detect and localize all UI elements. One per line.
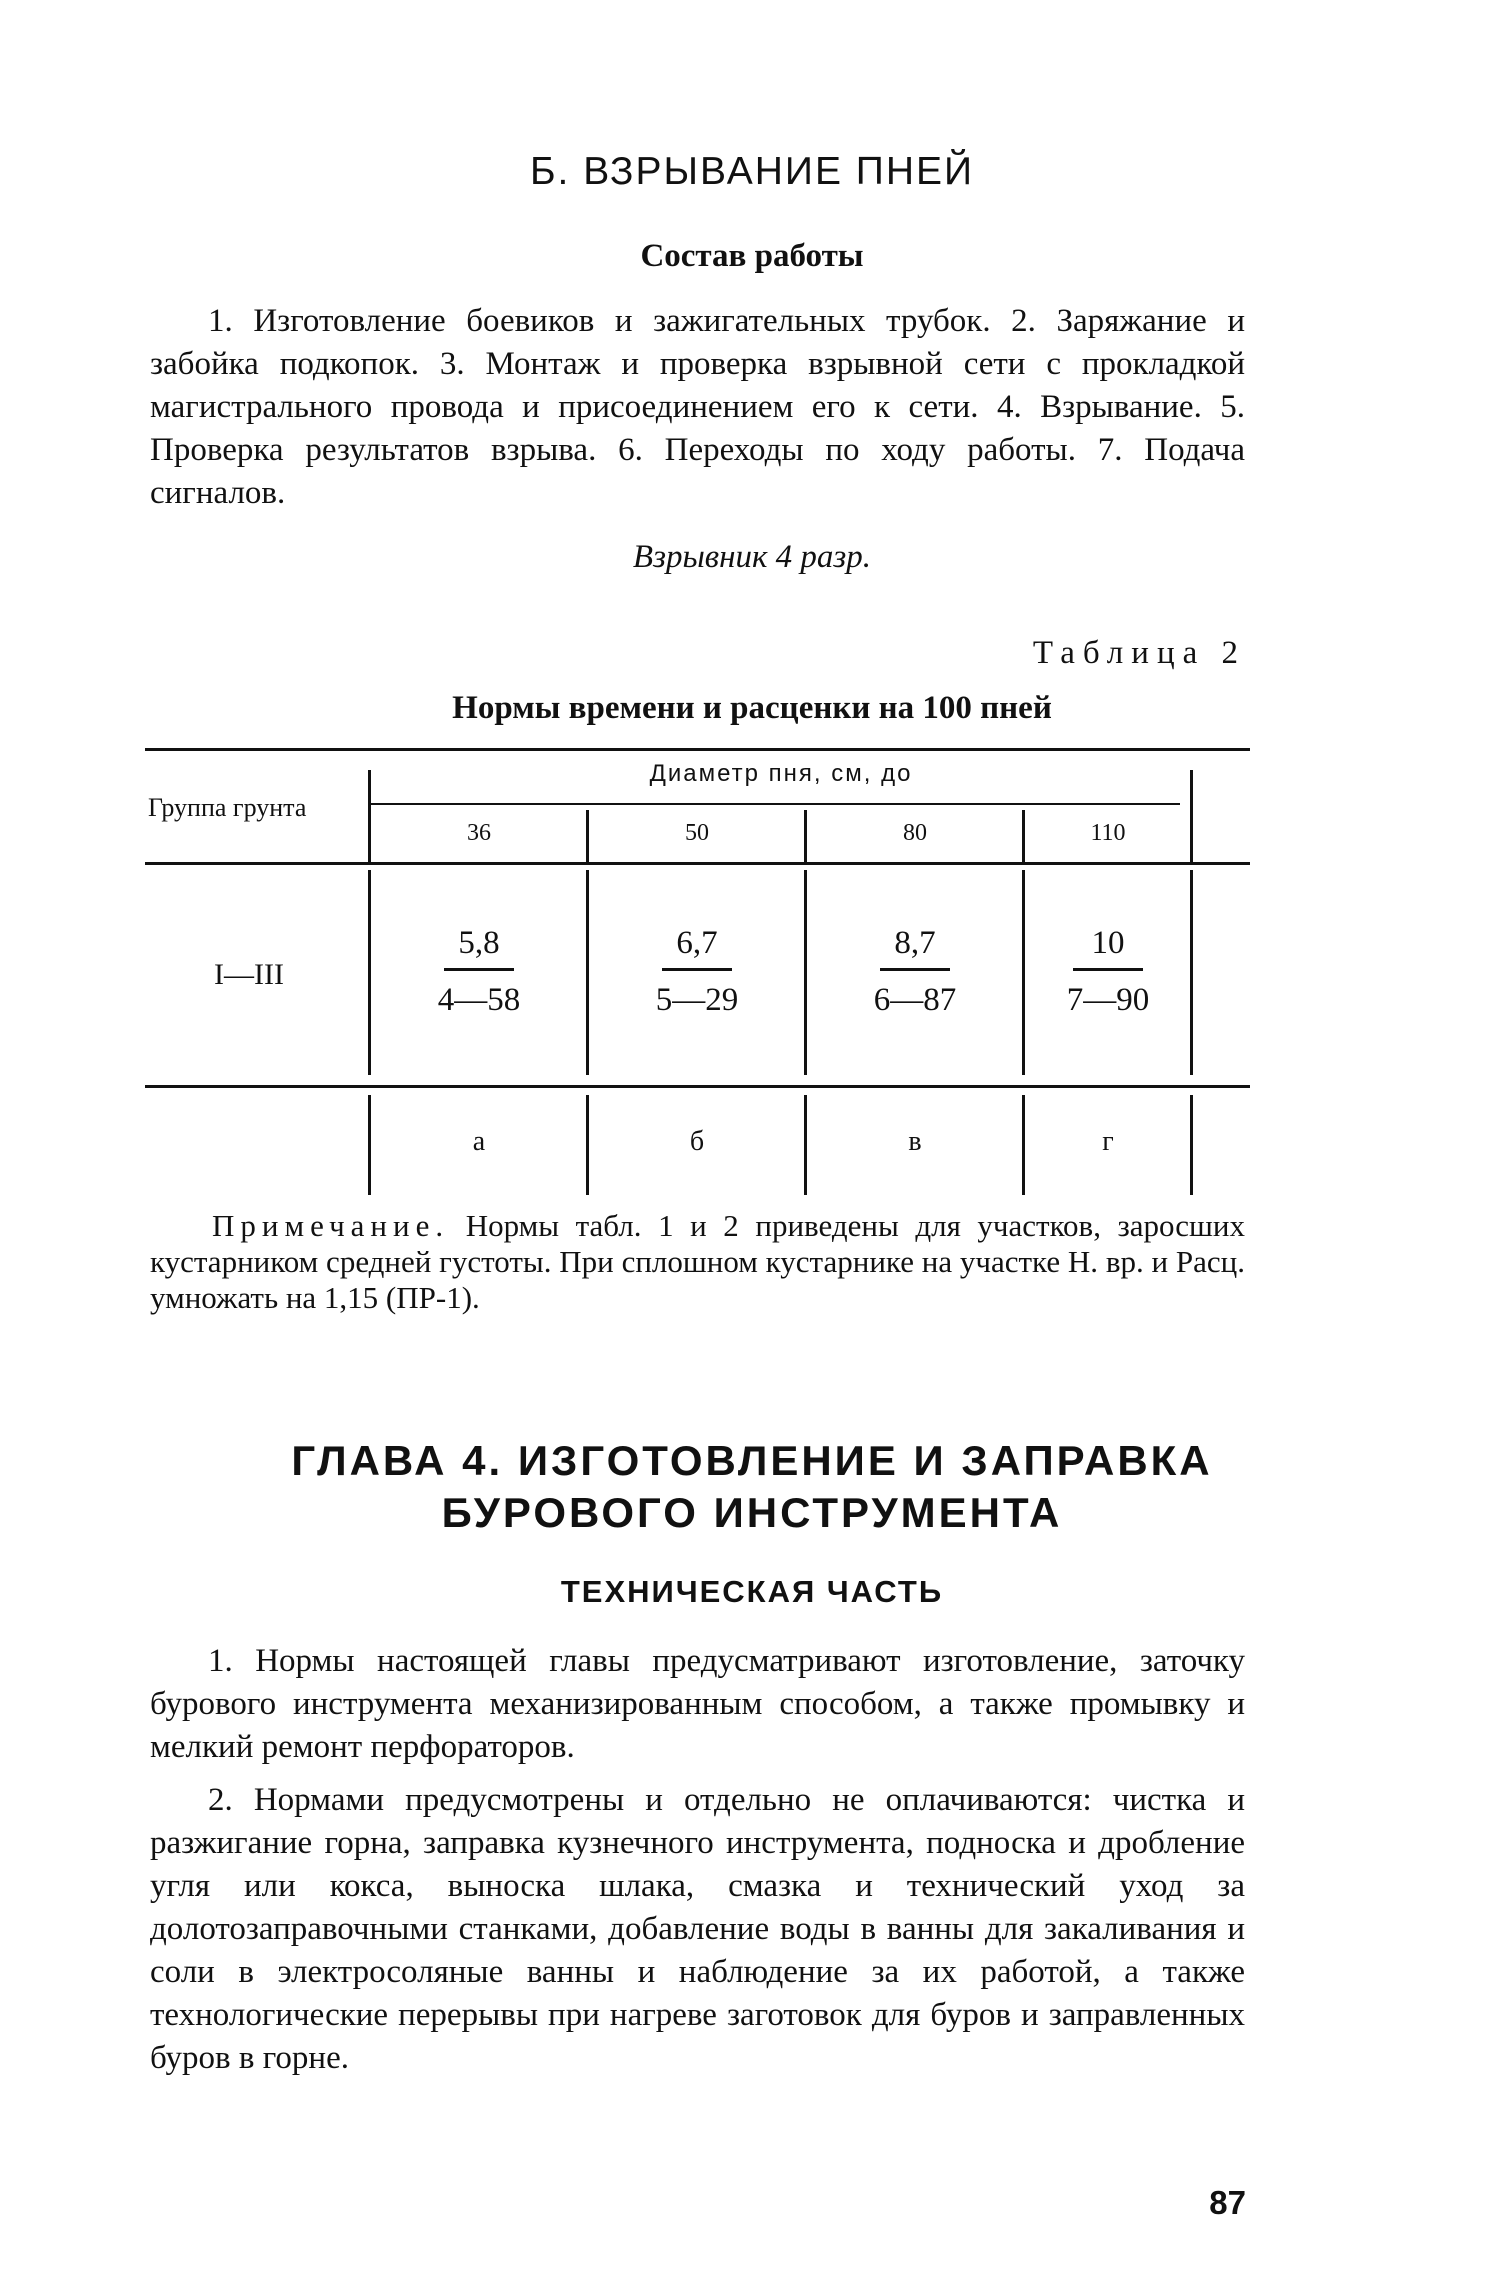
fraction-bar [880,968,950,971]
col-letter-b: б [689,1126,705,1157]
fraction-bar [662,968,732,971]
table-vline [1190,1095,1193,1195]
note-text: Нормы табл. 1 и 2 приведены для участков, заросших кустарником средней густоты. При сплошном кустарнике на участке Н. вр. и Расц. умножать на 1,15 (ПР-1). [150,1208,1245,1315]
norm-value: 10 [1091,925,1125,961]
page-number: 87 [1209,2184,1246,2221]
table-vline [804,810,807,862]
part-title: ТЕХНИЧЕСКАЯ ЧАСТЬ [560,1574,944,1609]
table-note [150,1208,1245,1316]
price-value: 4—58 [437,982,521,1018]
table-label: Таблица 2 [1032,635,1246,671]
row-header-label: Группа грунта [148,793,307,822]
norm-value: 5,8 [458,925,500,961]
chapter-title-line2: БУРОВОГО ИНСТРУМЕНТА [441,1489,1063,1536]
chapter-title [0,1435,1504,1539]
col-header-110: 110 [1090,820,1126,846]
table-vline [1022,870,1025,1075]
work-composition-heading: Состав работы [640,238,864,274]
chapter-title-line1: ГЛАВА 4. ИЗГОТОВЛЕНИЕ И ЗАПРАВКА [291,1437,1213,1484]
table-title: Нормы времени и расценки на 100 пней [452,690,1052,726]
table-top-rule [145,748,1250,751]
table-vline [368,1095,371,1195]
soil-group-label: I—III [214,958,284,991]
table-vline [804,1095,807,1195]
table-vline [368,770,371,862]
fraction-bar [444,968,514,971]
table-body-rule [145,1085,1250,1088]
work-composition-text: 1. Изготовление боевиков и зажигательных трубок. 2. Заряжание и забойка подкопок. 3. Монтаж и проверка взрывной сети с прокладкой магистрального провода и присоединением его к сети. 4. Взрывание. 5. Проверка результатов взрыва. 6. Переходы по ходу работы. 7. Подача сигналов. [150,303,1245,511]
price-value: 7—90 [1066,982,1150,1018]
diameter-header: Диаметр пня, см, до [649,760,913,787]
table-vline [586,870,589,1075]
section-title: Б. ВЗРЫВАНИЕ ПНЕЙ [529,150,975,193]
col-letter-g: г [1102,1126,1114,1157]
col-letter-a: а [472,1126,486,1157]
fraction-bar [1073,968,1143,971]
col-letter-v: в [908,1126,922,1157]
col-header-50: 50 [685,820,709,846]
table-vline [1190,870,1193,1075]
note-label: Примечание. [212,1208,450,1243]
table-subheader-rule [370,803,1180,805]
col-header-36: 36 [467,820,491,846]
paragraph-1: 1. Нормы настоящей главы предусматривают изготовление, заточку бурового инструмента механизированным способом, а также промывку и мелкий ремонт перфораторов. [150,1643,1245,1765]
cell-36 [409,920,549,1023]
paragraph-2: 2. Нормами предусмотрены и отдельно не оплачиваются: чистка и разжигание горна, заправка кузнечного инструмента, подноска и дробление угля или кокса, выноска шлака, смазка и технический уход за долотозаправочными станками, добавление воды в ванны для закаливания и соли в электросоляные ванны и наблюдение за их работой, а также технологические перерывы при нагреве заготовок для буров и заправленных буров в горне. [150,1782,1245,2076]
cell-50 [627,920,767,1023]
table-vline [586,1095,589,1195]
worker-grade: Взрывник 4 разр. [632,539,872,575]
table-vline [1022,810,1025,862]
norm-value: 6,7 [676,925,718,961]
table-vline [1190,770,1193,862]
norm-value: 8,7 [894,925,936,961]
table-vline [1022,1095,1025,1195]
table-vline [586,810,589,862]
col-header-80: 80 [903,820,927,846]
price-value: 5—29 [655,982,739,1018]
cell-110 [1038,920,1178,1023]
table-vline [804,870,807,1075]
price-value: 6—87 [873,982,957,1018]
cell-80 [845,920,985,1023]
table-header-rule [145,862,1250,865]
table-vline [368,870,371,1075]
